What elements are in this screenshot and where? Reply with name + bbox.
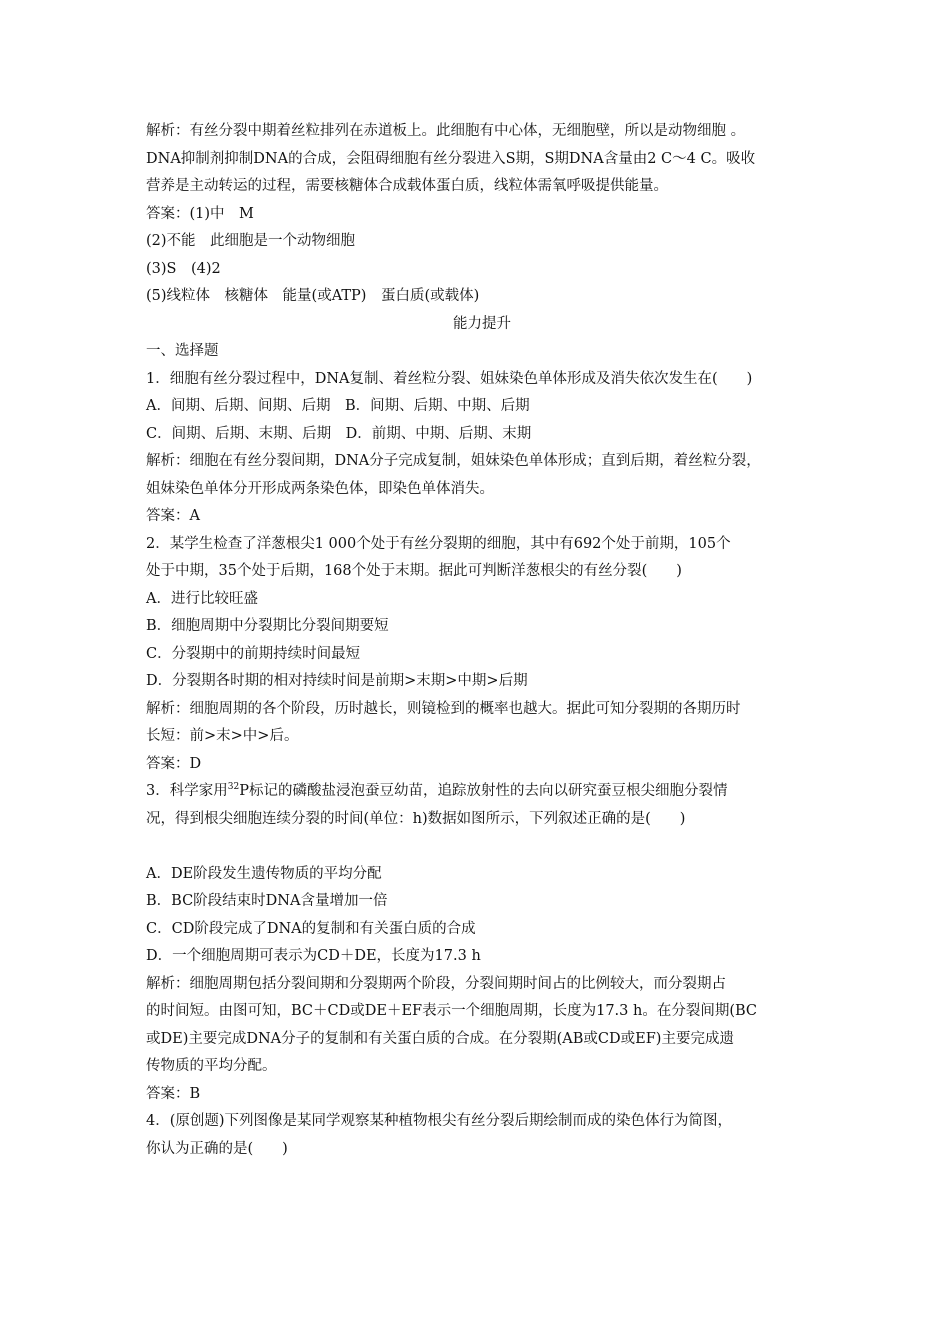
text-line: DNA抑制剂抑制DNA的合成，会阻碍细胞有丝分裂进入S期，S期DNA含量由2 C～4 C。吸收	[146, 150, 756, 167]
question-4: 4．(原创题)下列图像是某同学观察某种植物根尖有丝分裂后期绘制而成的染色体行为简图，	[146, 1113, 733, 1129]
answer-line: 答案：D	[146, 755, 202, 772]
explanation-line: 解析：细胞在有丝分裂间期，DNA分子完成复制，姐妹染色单体形成；直到后期，着丝粒分裂，	[146, 453, 761, 469]
explanation-line: 传物质的平均分配。	[146, 1058, 277, 1074]
question-2-option-d: D．分裂期各时期的相对持续时间是前期>末期>中期>后期	[146, 673, 528, 689]
section-heading: 一、选择题	[146, 343, 219, 359]
question-1-options-cd: C．间期、后期、末期、后期 D．前期、中期、后期、末期	[146, 425, 532, 442]
explanation-line: 长短：前>末>中>后。	[146, 728, 299, 744]
answer-line: 答案：(1)中 M	[146, 205, 254, 222]
question-3: 况，得到根尖细胞连续分裂的时间(单位：h)数据如图所示，下列叙述正确的是( )	[146, 810, 686, 827]
explanation-line: 的时间短。由图可知，BC＋CD或DE＋EF表示一个细胞周期，长度为17.3 h。在分裂间期(BC	[146, 1003, 758, 1019]
question-3	[146, 778, 818, 806]
question-1: 1．细胞有丝分裂过程中，DNA复制、着丝粒分裂、姐妹染色单体形成及消失依次发生在( )	[146, 370, 753, 387]
question-2: 2．某学生检查了洋葱根尖1 000个处于有丝分裂期的细胞，其中有692个处于前期，105个	[146, 535, 731, 552]
question-3-option-d: D．一个细胞周期可表示为CD＋DE，长度为17.3 h	[146, 948, 481, 964]
question-3-option-a: A．DE阶段发生遗传物质的平均分配	[146, 865, 382, 882]
answer-line: (3)S (4)2	[146, 260, 221, 277]
explanation-line: 或DE)主要完成DNA分子的复制和有关蛋白质的合成。在分裂期(AB或CD或EF)主要完成遗	[146, 1030, 734, 1047]
text-line: 解析：有丝分裂中期着丝粒排列在赤道板上。此细胞有中心体，无细胞壁，所以是动物细胞 。	[146, 123, 746, 139]
answer-line: (5)线粒体 核糖体 能量(或ATP) 蛋白质(或载体)	[146, 288, 480, 304]
question-2: 处于中期，35个处于后期，168个处于末期。据此可判断洋葱根尖的有丝分裂( )	[146, 563, 682, 579]
question-3-option-c: C．CD阶段完成了DNA的复制和有关蛋白质的合成	[146, 920, 476, 937]
question-3-option-b: B．BC阶段结束时DNA含量增加一倍	[146, 893, 388, 909]
answer-line: 答案：A	[146, 508, 200, 524]
question-1-options-ab: A．间期、后期、间期、后期 B．间期、后期、中期、后期	[146, 398, 530, 414]
superscript-32: 32	[227, 782, 240, 792]
question-3-start: 3．科学家用	[146, 783, 228, 799]
question-2-option-a: A．进行比较旺盛	[146, 590, 258, 607]
explanation-line: 解析：细胞周期包括分裂间期和分裂期两个阶段，分裂间期时间占的比例较大，而分裂期占	[146, 975, 726, 992]
section-title: 能力提升	[453, 315, 511, 332]
question-2-option-b: B．细胞周期中分裂期比分裂间期要短	[146, 618, 389, 634]
question-3-rest: P标记的磷酸盐浸泡蚕豆幼苗，追踪放射性的去向以研究蚕豆根尖细胞分裂情	[239, 783, 728, 799]
question-4: 你认为正确的是( )	[146, 1140, 288, 1157]
figure-placeholder	[146, 833, 818, 861]
explanation-line: 解析：细胞周期的各个阶段，历时越长，则镜检到的概率也越大。据此可知分裂期的各期历时	[146, 700, 741, 717]
explanation-line: 姐妹染色单体分开形成两条染色体，即染色单体消失。	[146, 480, 494, 497]
text-line: 营养是主动转运的过程，需要核糖体合成载体蛋白质，线粒体需氧呼吸提供能量。	[146, 178, 668, 194]
question-2-option-c: C．分裂期中的前期持续时间最短	[146, 645, 361, 662]
answer-line: (2)不能 此细胞是一个动物细胞	[146, 233, 356, 249]
document-page	[146, 118, 818, 1163]
answer-line: 答案：B	[146, 1085, 201, 1102]
